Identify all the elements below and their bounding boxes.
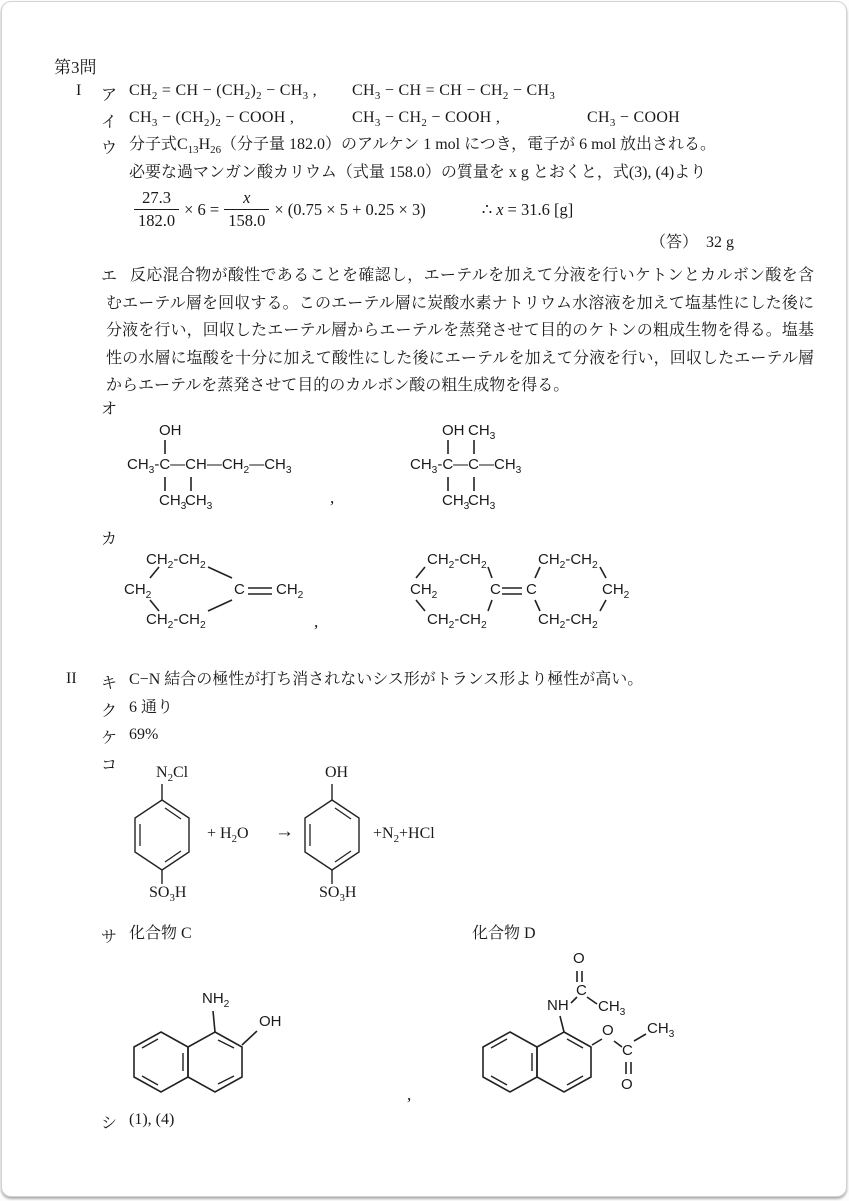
exo-methylene: $CH_2$ [276,581,304,601]
compound-d-title: 化合物 D [472,925,536,942]
fraction-1: $\frac{27.3}{182.0}$ [134,188,179,231]
eq-mid: × 6 = [184,199,220,219]
fraction-2: $\frac{x}{158.0}$ [224,188,269,231]
part1-label: I [76,82,82,99]
methyl-group: $CH_3$ [598,998,626,1018]
hydroxyl-group: OH [259,1013,282,1030]
formula-i-3: $CH_3$ − COOH [587,109,681,130]
oh-group: OH [442,422,465,439]
text-ki: C−N 結合の極性が打ち消されないシス形がトランス形より極性が高い。 [129,671,644,688]
item-label-shi: シ [101,1115,118,1132]
question-title: 第3問 [54,58,97,77]
plus-water: + $H_2O$ [207,825,249,846]
text-ku: 6 通り [129,699,174,716]
amide-nh: NH [547,997,569,1014]
eq-result-value: = 31.6 [g] [507,199,574,219]
item-label-i: イ [101,114,118,131]
left-ring-top: $CH_2-CH_2$ [427,551,487,571]
ester-oxygen: O [602,1022,614,1039]
structure-diacetyl-aminonaphthol [480,942,820,1122]
item-label-e: エ [101,268,118,285]
right-ring-right: $CH_2$ [602,581,630,601]
methyl-group: $CH_3$ [185,492,213,512]
diazonium-hydrolysis-reaction [127,760,547,905]
answer-text: （答） 32 g [650,234,735,251]
eq-result-var: x [496,199,504,219]
comma-separator: , [314,612,319,631]
item-label-ki: キ [101,675,118,692]
equation [129,188,573,231]
main-chain: $CH_3-C—CH—CH_2—CH_3$ [127,456,292,476]
left-ring-left: $CH_2$ [410,581,438,601]
eq-tail: × (0.75 × 5 + 0.25 × 3) [274,199,426,219]
double-bond-carbon: C [526,581,537,598]
item-label-a: ア [101,87,118,104]
item-label-ku: ク [101,703,118,720]
text-ke: 69% [129,726,159,743]
structure-cyclohexylidenecyclohexane [410,551,640,631]
structure-aminonaphthol [130,987,430,1112]
right-ring-top: $CH_2-CH_2$ [538,551,598,571]
ester-carbon: C [622,1042,633,1059]
sulfo-group: $SO_3H$ [319,884,357,905]
reaction-arrow: → [275,821,294,842]
methyl-group: $CH_3$ [468,492,496,512]
carbonyl-oxygen: O [621,1076,633,1093]
carbonyl-oxygen: O [573,950,585,967]
structure-methylenecyclohexane [124,551,344,631]
methyl-group: $CH_3$ [468,422,496,442]
item-label-u: ウ [101,140,118,157]
acyl-carbon: C [576,982,587,999]
item-label-ke: ケ [101,730,118,747]
document-page [1,1,847,1197]
part2-label: II [66,670,77,687]
ring-bottom: $CH_2-CH_2$ [146,611,206,631]
main-chain: $CH_3-C—C—CH_3$ [410,456,522,476]
double-bond-carbon: C [490,581,501,598]
compound-c-title: 化合物 C [129,925,192,942]
diazonium-group: $N_2Cl$ [156,764,189,785]
eq-therefore: ∴ [481,199,493,219]
formula-a-1: $CH_2$ = CH − $(CH_2)_2 - CH_3$ , [129,82,317,103]
ring-carbon: C [234,581,245,598]
methyl-group: $CH_3$ [159,492,187,512]
text-shi: (1), (4) [129,1111,175,1128]
formula-a-2: $CH_3$ − CH = CH − $CH_2 - CH_3$ [352,82,556,103]
right-ring-bottom: $CH_2-CH_2$ [538,611,598,631]
structure-bonds [130,987,430,1112]
item-label-ka: カ [101,531,118,548]
hydroxyl-group: OH [325,764,349,781]
item-label-sa: サ [101,929,118,946]
structure-trimethylbutanol [410,420,580,520]
oh-group: OH [159,422,182,439]
comma-separator: , [330,488,335,507]
left-ring-bottom: $CH_2-CH_2$ [427,611,487,631]
paragraph-e: 反応混合物が酸性であることを確認し，エーテルを加えて分液を行いケトンとカルボン酸を含むエーテル層を回収する。このエーテル層に炭酸水素ナトリウム水溶液を加えて塩基性にした後に分液を行い，回収したエーテル層からエーテルを蒸発させて目的のケトンの粗成生物を得る。塩基性の水層に塩酸を十分に加えて酸性にした後にエーテルを加えて分液を行い，回収したエーテル層からエーテルを蒸発させて目的のカルボン酸の粗生成物を得る。 [106,267,814,395]
comma-separator: , [407,1085,412,1104]
methyl-group: $CH_3$ [647,1020,675,1040]
ring-left: $CH_2$ [124,581,152,601]
text-u-line2: 必要な過マンガン酸カリウム（式量 158.0）の質量を x g とおくと，式(3), (4)より [129,164,707,181]
item-label-o: オ [101,401,118,418]
byproducts: $+N_2+HCl$ [373,825,435,846]
formula-i-2: $CH_3 - CH_2$ − COOH , [352,109,501,130]
methyl-group: $CH_3$ [442,492,470,512]
formula-i-1: $CH_3 - (CH_2)_2$ − COOH , [129,109,295,130]
sulfo-group: $SO_3H$ [149,884,187,905]
amino-group: $NH_2$ [202,990,230,1010]
text-u-line1: 分子式$C_{13}H_{26}$（分子量 182.0）のアルケン 1 mol につき，電子が 6 mol 放出される。 [129,136,717,157]
item-label-ko: コ [101,757,118,774]
ring-top: $CH_2-CH_2$ [146,551,206,571]
